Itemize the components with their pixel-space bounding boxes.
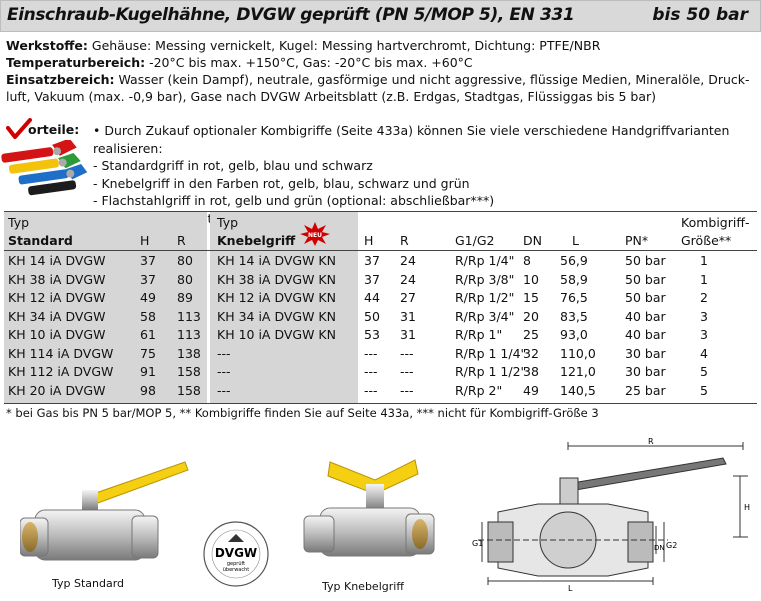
table-cell: 30 bar [625, 345, 666, 361]
spec-einsatz-cont [6, 88, 751, 106]
caption-standard: Typ Standard [52, 577, 125, 590]
header-l: L [572, 233, 579, 248]
table-cell: 110,0 [560, 345, 596, 361]
table-top-rule [4, 211, 757, 212]
header-kombi-2: Größe** [681, 233, 732, 248]
table-cell: 93,0 [560, 327, 588, 342]
header-dn: DN [523, 233, 542, 248]
table-cell: 40 bar [625, 308, 666, 324]
table-cell: --- [217, 364, 231, 379]
table-cell: --- [364, 345, 378, 361]
table-cell: 38 [523, 364, 539, 379]
table-cell: KH 14 iA DVGW KN [217, 253, 336, 268]
table-cell: KH 20 iA DVGW [8, 382, 106, 398]
table-cell: R/Rp 1 1/2" [455, 364, 527, 379]
vorteile-item: - Flachstahlgriff in rot, gelb und grün (optional: abschließbar***) [93, 193, 495, 208]
table-cell: 37 [140, 271, 156, 287]
table-cell: 158 [177, 382, 201, 398]
table-cell: 37 [140, 253, 156, 268]
table-cell: 113 [177, 327, 201, 342]
svg-text:überwacht: überwacht [222, 567, 250, 573]
spec-temperatur [6, 54, 751, 72]
header-g1g2: G1/G2 [455, 233, 495, 248]
table-cell: KH 34 iA DVGW KN [217, 308, 336, 324]
table-header-rule [4, 250, 757, 251]
table-cell: 49 [140, 290, 156, 305]
vorteile-item: - Knebelgriff in den Farben rot, gelb, blau, schwarz und grün [93, 175, 470, 191]
table-cell: 3 [700, 327, 708, 342]
table-cell: 80 [177, 253, 193, 268]
header-knebelgriff: Knebelgriff [217, 233, 296, 248]
header-standard: Standard [8, 233, 73, 248]
table-cell: 58 [140, 308, 156, 324]
table-cell: R/Rp 3/4" [455, 308, 515, 324]
header-typ-standard: Typ [8, 215, 30, 230]
table-cell: R/Rp 1 1/4" [455, 345, 527, 361]
vorteile-item: • Durch Zukauf optionaler Kombigriffe (Seite 433a) können Sie viele verschiedene Handgriffvarianten realisieren: [93, 123, 730, 156]
werkstoffe-label: Werkstoffe: [6, 38, 88, 53]
table-cell: 1 [700, 271, 708, 287]
new-badge-text: NEU [308, 232, 322, 239]
table-cell: 30 bar [625, 364, 666, 379]
table-cell: R/Rp 1/2" [455, 290, 515, 305]
standard-valve-image [20, 440, 190, 580]
table-cell: 75 [140, 345, 156, 361]
table-cell: 32 [523, 345, 539, 361]
header-h: H [140, 233, 150, 248]
table-cell: 76,5 [560, 290, 588, 305]
table-cell: 56,9 [560, 253, 588, 268]
table-cell: 80 [177, 271, 193, 287]
temperatur-label: Temperaturbereich: [6, 55, 146, 70]
table-cell: 5 [700, 382, 708, 398]
table-cell: 138 [177, 345, 201, 361]
pressure-rating: bis 50 bar [652, 5, 748, 25]
table-cell: R/Rp 1" [455, 327, 503, 342]
spec-einsatz [6, 71, 751, 89]
table-cell: --- [217, 345, 231, 361]
vorteile-item: - Standardgriff in rot, gelb, blau und schwarz [93, 158, 373, 173]
table-cell: 10 [523, 271, 539, 287]
table-cell: --- [400, 364, 414, 379]
table-cell: KH 112 iA DVGW [8, 364, 114, 379]
table-cell: 58,9 [560, 271, 588, 287]
table-cell: 50 bar [625, 290, 666, 305]
table-cell: 98 [140, 382, 156, 398]
table-cell: 5 [700, 364, 708, 379]
table-cell: 53 [364, 327, 380, 342]
table-cell: 4 [700, 345, 708, 361]
table-cell: 113 [177, 308, 201, 324]
table-cell: KH 10 iA DVGW KN [217, 327, 336, 342]
table-cell: 121,0 [560, 364, 596, 379]
table-cell: 40 bar [625, 327, 666, 342]
technical-drawing [468, 436, 758, 596]
page-title: Einschraub-Kugelhähne, DVGW geprüft (PN 5/MOP 5), EN 331 [7, 5, 575, 25]
handle-variants-image [0, 140, 92, 206]
einsatz-label: Einsatzbereich: [6, 72, 115, 87]
table-cell: 3 [700, 308, 708, 324]
svg-text:DN: DN [654, 544, 665, 552]
footnote: * bei Gas bis PN 5 bar/MOP 5, ** Kombigriffe finden Sie auf Seite 433a, *** nicht für Kombigriff-Größe 3 [6, 406, 599, 420]
table-cell: KH 38 iA DVGW [8, 271, 106, 287]
svg-text:H: H [744, 503, 751, 512]
table-cell: KH 12 iA DVGW KN [217, 290, 336, 305]
einsatz-text-2: luft, Vakuum (max. -0,9 bar), Gase nach DVGW Arbeitsblatt (z.B. Erdgas, Stadtgas, Flüssiggas bis 5 bar) [6, 89, 657, 104]
table-cell: R/Rp 1/4" [455, 253, 515, 268]
table-cell: KH 10 iA DVGW [8, 327, 106, 342]
table-cell: 25 bar [625, 382, 666, 398]
table-cell: --- [400, 345, 414, 361]
table-cell: 2 [700, 290, 708, 305]
table-cell: 31 [400, 308, 416, 324]
table-cell: KH 114 iA DVGW [8, 345, 114, 361]
svg-text:geprüft: geprüft [226, 561, 246, 567]
table-cell: --- [400, 382, 414, 398]
table-cell: 158 [177, 364, 201, 379]
table-cell: 1 [700, 253, 708, 268]
table-cell: 27 [400, 290, 416, 305]
table-cell: 31 [400, 327, 416, 342]
knebel-valve-image [300, 452, 440, 582]
table-cell: 91 [140, 364, 156, 379]
header-pn: PN* [625, 233, 649, 248]
title-bar [0, 0, 761, 32]
table-cell: --- [364, 382, 378, 398]
svg-text:G2: G2 [666, 541, 678, 550]
table-cell: 140,5 [560, 382, 596, 398]
header-kombi-1: Kombigriff- [681, 215, 750, 230]
temperatur-text: -20°C bis max. +150°C, Gas: -20°C bis max. +60°C [149, 55, 473, 70]
table-cell: R/Rp 3/8" [455, 271, 515, 287]
table-cell: KH 12 iA DVGW [8, 290, 106, 305]
einsatz-text-1: Wasser (kein Dampf), neutrale, gasförmige und nicht aggressive, flüssige Medien, Mineralöle, Druck- [118, 72, 750, 87]
caption-knebel: Typ Knebelgriff [322, 580, 404, 593]
svg-text:DVGW: DVGW [214, 546, 258, 560]
table-cell: 49 [523, 382, 539, 398]
table-cell: 50 bar [625, 271, 666, 287]
header-typ-knebel: Typ [217, 215, 239, 230]
table-cell: --- [364, 364, 378, 379]
spec-werkstoffe [6, 37, 751, 55]
table-cell: 25 [523, 327, 539, 342]
table-cell: R/Rp 2" [455, 382, 503, 398]
header-r: R [177, 233, 186, 248]
table-cell: 37 [364, 271, 380, 287]
dvgw-seal-image [202, 520, 270, 588]
header-h2: H [364, 233, 374, 248]
svg-text:L: L [568, 584, 573, 593]
new-badge-icon [300, 222, 330, 246]
table-cell: 50 bar [625, 253, 666, 268]
svg-text:G1: G1 [472, 539, 484, 548]
table-cell: KH 14 iA DVGW [8, 253, 106, 268]
table-cell: 44 [364, 290, 380, 305]
table-cell: 20 [523, 308, 539, 324]
table-cell: 24 [400, 271, 416, 287]
table-cell: 24 [400, 253, 416, 268]
table-cell: 37 [364, 253, 380, 268]
vorteile-label: orteile: [28, 122, 80, 137]
table-cell: 89 [177, 290, 193, 305]
table-cell: 15 [523, 290, 539, 305]
table-cell: 83,5 [560, 308, 588, 324]
table-cell: 61 [140, 327, 156, 342]
table-cell: 50 [364, 308, 380, 324]
table-cell: 8 [523, 253, 531, 268]
header-r2: R [400, 233, 409, 248]
table-cell: --- [217, 382, 231, 398]
table-cell: KH 38 iA DVGW KN [217, 271, 336, 287]
table-bottom-rule [4, 403, 757, 404]
svg-text:R: R [648, 437, 654, 446]
table-cell: KH 34 iA DVGW [8, 308, 106, 324]
werkstoffe-text: Gehäuse: Messing vernickelt, Kugel: Messing hartverchromt, Dichtung: PTFE/NBR [91, 38, 601, 53]
